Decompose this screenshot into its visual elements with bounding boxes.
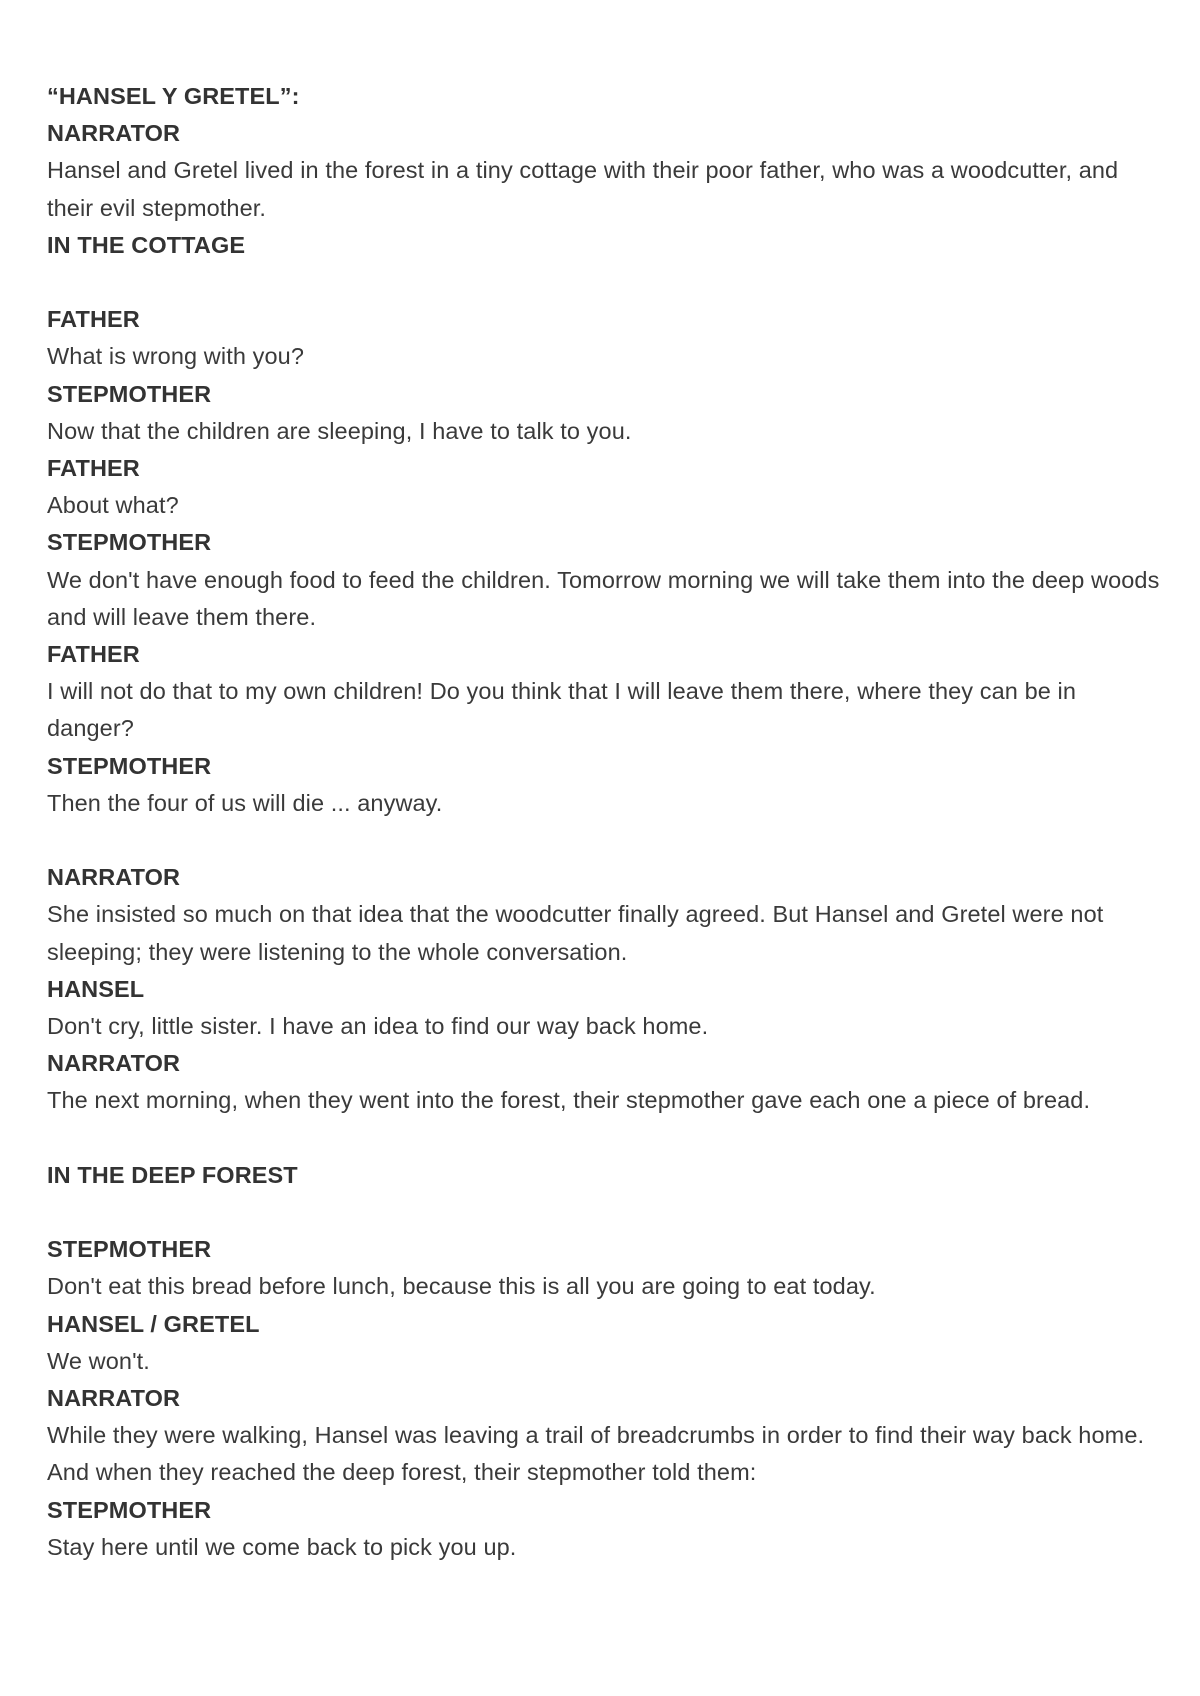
blank-line [47, 264, 1162, 301]
speaker-narrator: NARRATOR [47, 120, 181, 147]
dialogue-line: Stay here until we come back to pick you up. [47, 1533, 517, 1560]
dialogue-line: We don't have enough food to feed the children. Tomorrow morning we will take them into the deep woods and will leave them there. [47, 566, 1160, 630]
speaker-hansel: HANSEL [47, 975, 145, 1002]
dialogue-line: Hansel and Gretel lived in the forest in a tiny cottage with their poor father, who was a woodcutter, and their evil stepmother. [47, 157, 1119, 221]
blank-line [47, 1120, 1162, 1157]
dialogue-line: What is wrong with you? [47, 343, 304, 370]
dialogue-line: Don't cry, little sister. I have an idea to find our way back home. [47, 1013, 709, 1040]
speaker-narrator: NARRATOR [47, 1385, 181, 1412]
script-text [47, 78, 1162, 1566]
scene-heading: IN THE DEEP FOREST [47, 1161, 298, 1188]
blank-line [47, 1194, 1162, 1231]
speaker-stepmother: STEPMOTHER [47, 752, 212, 779]
scene-heading: IN THE COTTAGE [47, 231, 246, 258]
dialogue-line: While they were walking, Hansel was leaving a trail of breadcrumbs in order to find their way back home. And when they reached the deep forest, their stepmother told them: [47, 1422, 1145, 1486]
dialogue-line: Now that the children are sleeping, I have to talk to you. [47, 417, 632, 444]
speaker-narrator: NARRATOR [47, 864, 181, 891]
dialogue-line: We won't. [47, 1347, 150, 1374]
dialogue-line: Don't eat this bread before lunch, because this is all you are going to eat today. [47, 1273, 876, 1300]
speaker-father: FATHER [47, 641, 140, 668]
dialogue-line: The next morning, when they went into the forest, their stepmother gave each one a piece of bread. [47, 1087, 1091, 1114]
dialogue-line: About what? [47, 492, 179, 519]
speaker-stepmother: STEPMOTHER [47, 1496, 212, 1523]
speaker-father: FATHER [47, 455, 140, 482]
document-title: “HANSEL Y GRETEL”: [47, 83, 300, 109]
speaker-father: FATHER [47, 306, 140, 333]
speaker-narrator: NARRATOR [47, 1050, 181, 1077]
dialogue-line: I will not do that to my own children! Do you think that I will leave them there, where they can be in danger? [47, 678, 1077, 742]
speaker-stepmother: STEPMOTHER [47, 380, 212, 407]
dialogue-line: She insisted so much on that idea that the woodcutter finally agreed. But Hansel and Gretel were not sleeping; they were listening to the whole conversation. [47, 901, 1104, 965]
speaker-hansel-gretel: HANSEL / GRETEL [47, 1310, 260, 1337]
blank-line [47, 822, 1162, 859]
speaker-stepmother: STEPMOTHER [47, 1236, 212, 1263]
speaker-stepmother: STEPMOTHER [47, 529, 212, 556]
dialogue-line: Then the four of us will die ... anyway. [47, 789, 443, 816]
